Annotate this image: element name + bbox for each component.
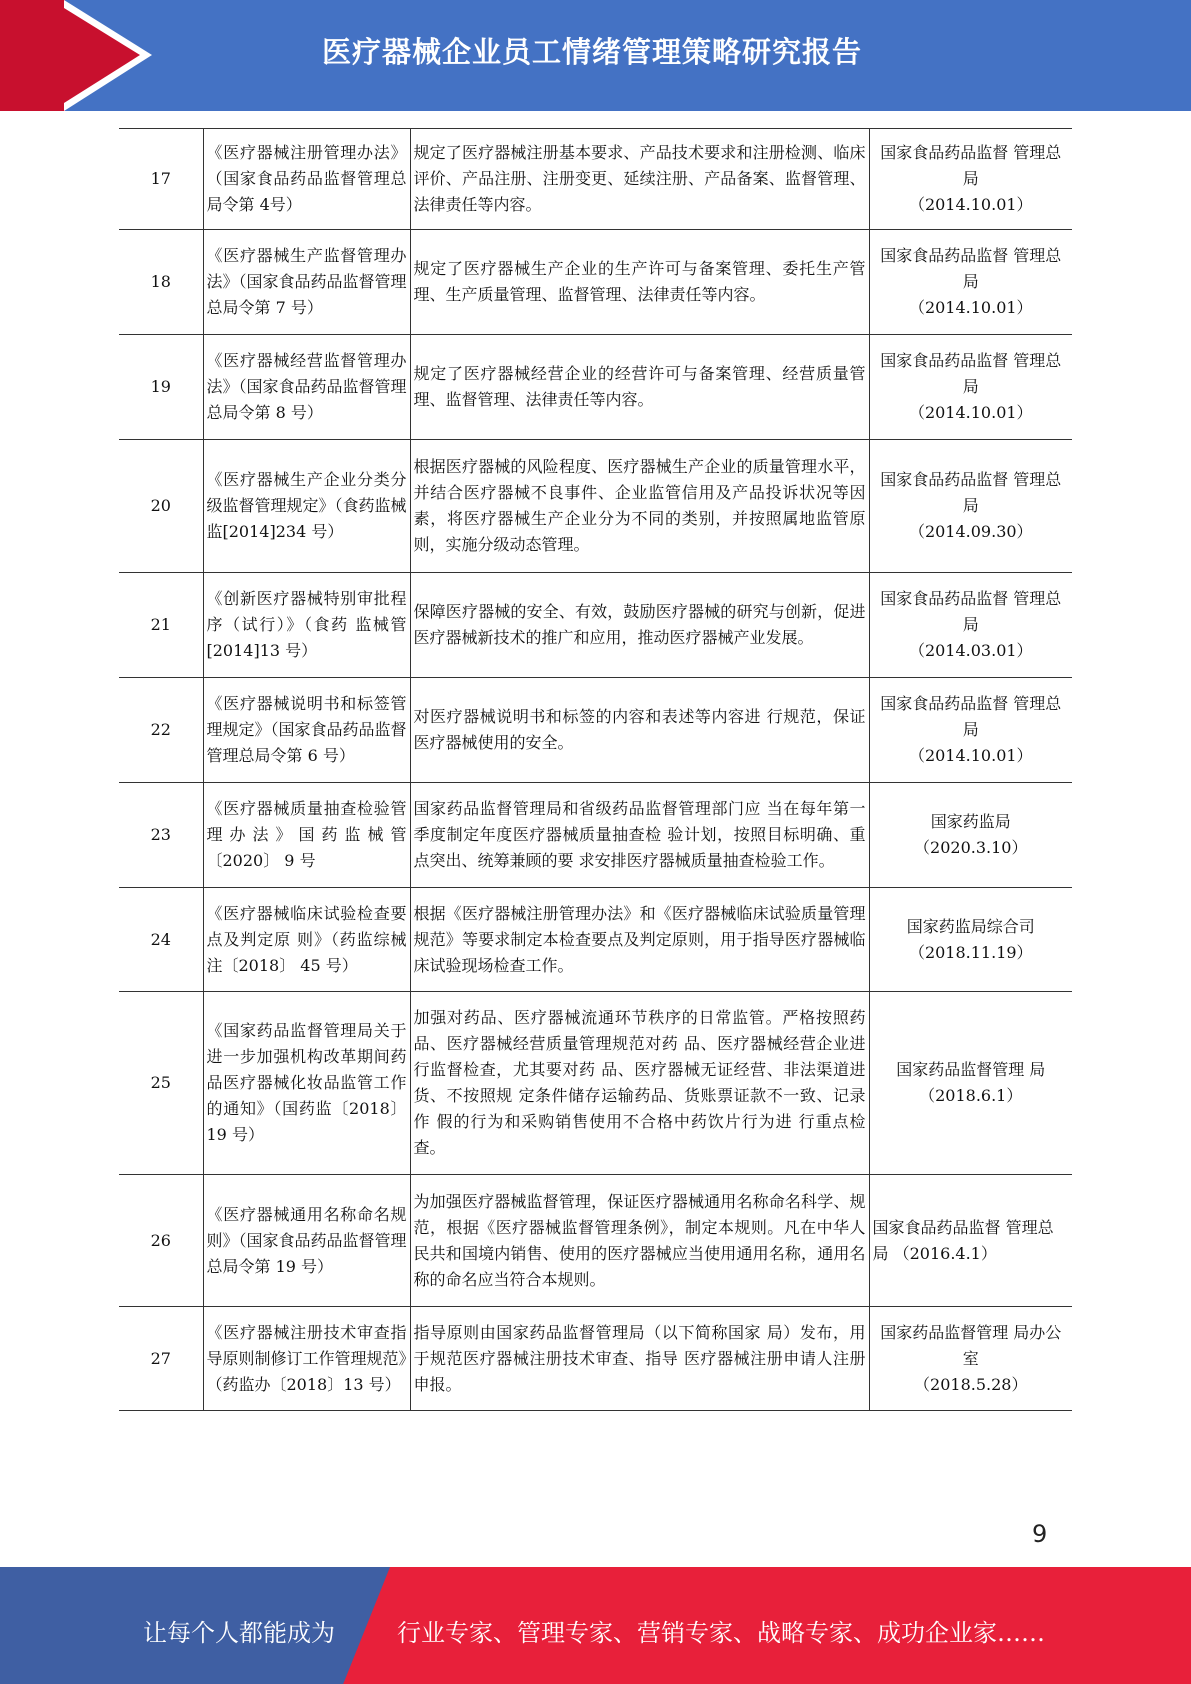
issuer-cell: [869, 230, 1072, 335]
row-number: 18: [119, 230, 203, 335]
regulation-name: 《国家药品监督管理局关于进一步加强机构改革期间药品医疗器械化妆品监管工作的通知》（国药监〔2018〕 19 号）: [203, 992, 410, 1175]
footer-slogan-left: 让每个人都能成为: [143, 1619, 335, 1647]
table-row: [119, 573, 1072, 678]
header-red-block: [0, 0, 65, 111]
row-number: 27: [119, 1307, 203, 1411]
issue-date: （2014.10.01）: [908, 195, 1033, 214]
row-number: 22: [119, 678, 203, 783]
row-number: 19: [119, 335, 203, 440]
regulation-name: 《医疗器械说明书和标签管理规定》（国家食品药品监督管理总局令第 6 号）: [203, 678, 410, 783]
regulation-name: 《医疗器械生产监督管理办法》（国家食品药品监督管理总局令第 7 号）: [203, 230, 410, 335]
issuer-name: 国家食品药品监督 管理总局: [880, 694, 1062, 739]
issuer-name: 国家食品药品监督 管理总局: [880, 351, 1062, 396]
regulation-description: 规定了医疗器械生产企业的生产许可与备案管理、委托生产管理、生产质量管理、监督管理、法律责任等内容。: [410, 230, 869, 335]
issue-date: （2018.5.28）: [914, 1374, 1028, 1394]
regulation-description: 根据《医疗器械注册管理办法》和《医疗器械临床试验质量管理规范》等要求制定本检查要点及判定原则，用于指导医疗器械临床试验现场检查工作。: [410, 888, 869, 992]
report-title: 医疗器械企业员工情绪管理策略研究报告: [322, 35, 863, 69]
table-row: [119, 678, 1072, 783]
regulation-description: 指导原则由国家药品监督管理局（以下简称国家 局）发布，用于规范医疗器械注册技术审查、指导 医疗器械注册申请人注册申报。: [410, 1307, 869, 1411]
issuer-name: 国家药品监督管理 局办公室: [880, 1322, 1062, 1368]
table-row: [119, 1307, 1072, 1411]
table-row: [119, 440, 1072, 573]
regulation-description: 保障医疗器械的安全、有效，鼓励医疗器械的研究与创新，促进医疗器械新技术的推广和应用，推动医疗器械产业发展。: [410, 573, 869, 678]
regulation-name: 《医疗器械质量抽查检验管理办法》国药监械管〔2020〕 9 号: [203, 783, 410, 888]
regulation-name: 《医疗器械注册技术审查指导原则制修订工作管理规范》（药监办〔2018〕13 号）: [203, 1307, 410, 1411]
issuer-cell: [869, 1175, 1072, 1307]
regulation-name: 《医疗器械通用名称命名规则》（国家食品药品监督管理总局令第 19 号）: [203, 1175, 410, 1307]
issuer-name: 国家食品药品监督 管理总局: [880, 589, 1062, 634]
row-number: 26: [119, 1175, 203, 1307]
issuer-cell: [869, 678, 1072, 783]
regulation-description: 根据医疗器械的风险程度、医疗器械生产企业的质量管理水平，并结合医疗器械不良事件、企业监管信用及产品投诉状况等因素，将医疗器械生产企业分为不同的类别，并按照属地监管原则，实施分级动态管理。: [410, 440, 869, 573]
regulation-description: 规定了医疗器械注册基本要求、产品技术要求和注册检测、临床评价、产品注册、注册变更、延续注册、产品备案、监督管理、法律责任等内容。: [410, 129, 869, 230]
table-row: [119, 783, 1072, 888]
issuer-cell: [869, 440, 1072, 573]
footer-slogan-right: 行业专家、管理专家、营销专家、战略专家、成功企业家……: [397, 1619, 1045, 1647]
table-row: [119, 888, 1072, 992]
issuer-name: 国家食品药品监督 管理总局: [872, 1217, 1054, 1263]
issue-date: （2014.10.01）: [908, 403, 1033, 422]
issue-date: （2018.11.19）: [908, 942, 1033, 962]
issuer-name: 国家食品药品监督 管理总局: [880, 246, 1062, 291]
page-number: 9: [1032, 1520, 1048, 1548]
issuer-name: 国家药监局综合司: [906, 916, 1035, 936]
regulation-name: 《医疗器械临床试验检查要点及判定原 则》（药监综械注〔2018〕 45 号）: [203, 888, 410, 992]
regulations-table-body: [119, 129, 1072, 1411]
row-number: 21: [119, 573, 203, 678]
issuer-name: 国家食品药品监督 管理总局: [880, 470, 1062, 515]
regulation-description: 对医疗器械说明书和标签的内容和表述等内容进 行规范，保证医疗器械使用的安全。: [410, 678, 869, 783]
issuer-cell: [869, 129, 1072, 230]
header-chevron-inner: [64, 8, 140, 103]
row-number: 20: [119, 440, 203, 573]
regulation-name: 《医疗器械注册管理办法》（国家食品药品监督管理总局令第 4号）: [203, 129, 410, 230]
table-row: [119, 230, 1072, 335]
table-row: [119, 1175, 1072, 1307]
issuer-cell: [869, 1307, 1072, 1411]
issuer-name: 国家食品药品监督 管理总局: [880, 143, 1062, 188]
issue-date: （2014.10.01）: [908, 746, 1033, 765]
row-number: 17: [119, 129, 203, 230]
row-number: 23: [119, 783, 203, 888]
regulation-description: 国家药品监督管理局和省级药品监督管理部门应 当在每年第一季度制定年度医疗器械质量抽查检 验计划，按照目标明确、重点突出、统筹兼顾的要 求安排医疗器械质量抽查检验工作。: [410, 783, 869, 888]
issue-date: （2014.09.30）: [908, 522, 1033, 541]
table-row: [119, 992, 1072, 1175]
issuer-cell: [869, 992, 1072, 1175]
issuer-cell: [869, 335, 1072, 440]
issuer-name: 国家药品监督管理 局: [896, 1060, 1046, 1079]
regulation-description: 为加强医疗器械监督管理，保证医疗器械通用名称命名科学、规范，根据《医疗器械监督管理条例》，制定本规则。凡在中华人民共和国境内销售、使用的医疗器械应当使用通用名称，通用名称的命名应当符合本规则。: [410, 1175, 869, 1307]
issue-date: （2014.03.01）: [908, 641, 1033, 660]
row-number: 24: [119, 888, 203, 992]
regulation-name: 《医疗器械生产企业分类分级监督管理规定》（食药监械监[2014]234 号）: [203, 440, 410, 573]
regulation-description: 规定了医疗器械经营企业的经营许可与备案管理、经营质量管理、监督管理、法律责任等内容。: [410, 335, 869, 440]
issue-date: （2018.6.1）: [919, 1086, 1023, 1105]
issue-date: （2016.4.1）: [893, 1243, 997, 1263]
regulation-description: 加强对药品、医疗器械流通环节秩序的日常监管。严格按照药品、医疗器械经营质量管理规范对药 品、医疗器械经营企业进行监督检查，尤其要对药 品、医疗器械无证经营、非法渠道进货、不按照规 定条件储存运输药品、货账票证款不一致、记录作 假的行为和采购销售使用不合格中药饮片行为进 行重点检查。: [410, 992, 869, 1175]
table-row: [119, 335, 1072, 440]
regulation-name: 《创新医疗器械特别审批程序（试行）》（食药 监械管[2014]13 号）: [203, 573, 410, 678]
regulations-table: [119, 128, 1072, 1411]
regulation-name: 《医疗器械经营监督管理办法》（国家食品药品监督管理总局令第 8 号）: [203, 335, 410, 440]
issuer-name: 国家药监局: [930, 812, 1011, 831]
row-number: 25: [119, 992, 203, 1175]
table-row: [119, 129, 1072, 230]
issuer-cell: [869, 888, 1072, 992]
issue-date: （2014.10.01）: [908, 298, 1033, 317]
issue-date: （2020.3.10）: [914, 838, 1028, 857]
issuer-cell: [869, 573, 1072, 678]
issuer-cell: [869, 783, 1072, 888]
